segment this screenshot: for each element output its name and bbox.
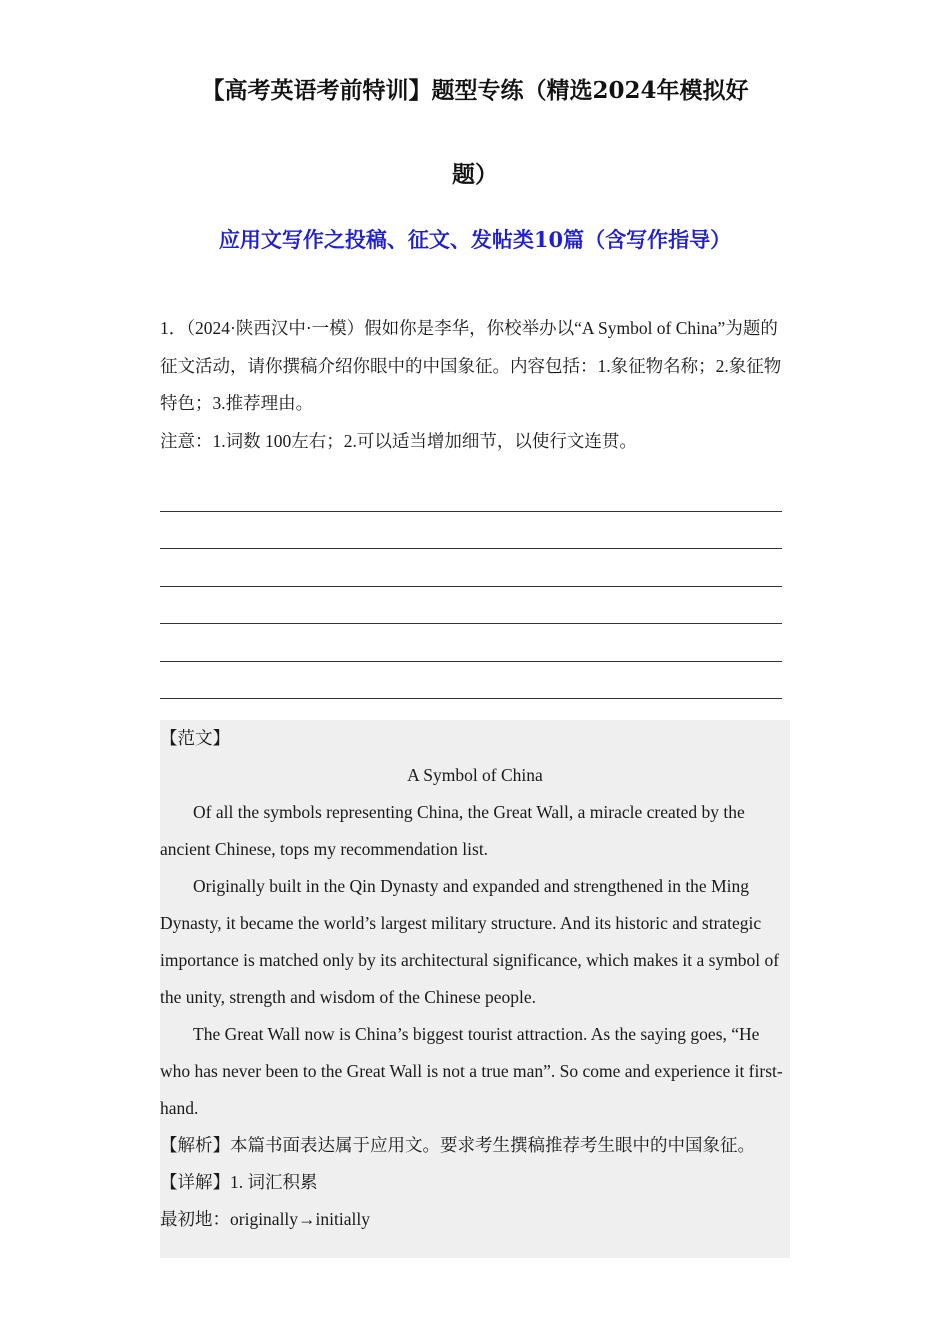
page-subtitle: 应用文写作之投稿、征文、发帖类10篇（含写作指导） <box>218 227 732 252</box>
question-note: 注意：1.词数 100左右；2.可以适当增加细节，以使行文连贯。 <box>160 430 637 451</box>
blank-line <box>160 587 782 625</box>
essay-title: A Symbol of China <box>407 765 543 785</box>
essay-paragraph: The Great Wall now is China’s biggest tourist attraction. As the saying goes, “He who has never been to the Great Wall is not a true man”. So come and experience it first-hand. <box>160 1024 783 1118</box>
question-prompt: 1．（2024·陕西汉中·一模）假如你是李华，你校举办以“A Symbol of China”为题的征文活动，请你撰稿介绍你眼中的中国象征。内容包括：1.象征物名称；2.象征物特色；3.推荐理由。 <box>160 318 782 413</box>
blank-line <box>160 624 782 662</box>
blank-line <box>160 474 782 512</box>
essay-paragraph: Of all the symbols representing China, the Great Wall, a miracle created by the ancient Chinese, tops my recommendation list. <box>160 802 745 859</box>
blank-line <box>160 662 782 700</box>
analysis-text: 【解析】本篇书面表达属于应用文。要求考生撰稿推荐考生眼中的中国象征。 <box>160 1135 755 1155</box>
blank-line <box>160 549 782 587</box>
answer-section <box>160 720 790 1258</box>
question-block <box>160 310 790 460</box>
answer-blank-lines <box>160 480 782 743</box>
page-title-line2: 题） <box>452 161 498 188</box>
blank-line <box>160 512 782 550</box>
detail-heading: 【详解】1. 词汇积累 <box>160 1172 318 1192</box>
essay-paragraph: Originally built in the Qin Dynasty and expanded and strengthened in the Ming Dynasty, it became the world’s largest military structure. And its historic and strategic importance is matched only by its architectural significance, which makes it a symbol of the unity, strength and wisdom of the Chinese people. <box>160 876 780 1007</box>
vocab-item: 最初地：originally→initially <box>160 1209 370 1229</box>
model-essay-label: 【范文】 <box>160 728 230 748</box>
page-title-line1: 【高考英语考前特训】题型专练（精选2024年模拟好 <box>201 77 749 104</box>
